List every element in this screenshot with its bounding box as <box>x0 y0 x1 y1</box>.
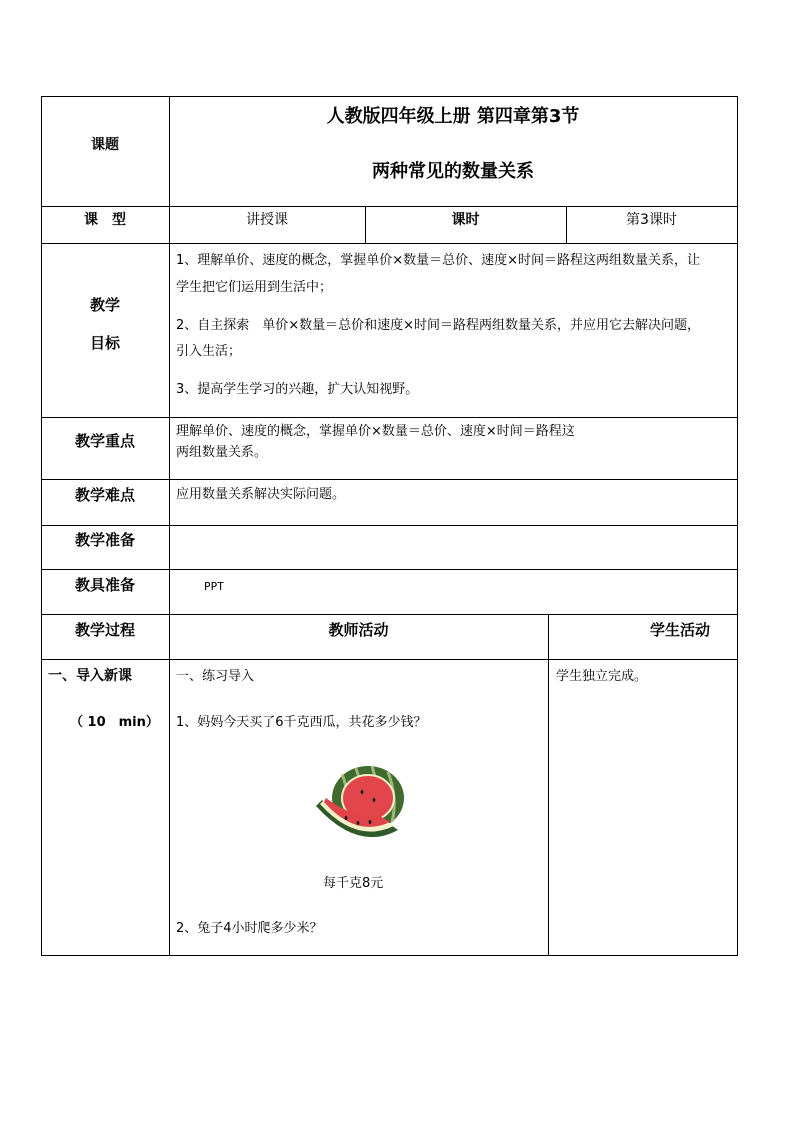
row-border <box>41 614 738 615</box>
intro-section-title: 一、练习导入 <box>176 669 255 684</box>
hours-value: 第3课时 <box>626 212 677 228</box>
row-border <box>41 525 738 526</box>
tools-text: PPT <box>204 580 224 593</box>
column-border <box>737 96 738 956</box>
lesson-subtitle: 两种常见的数量关系 <box>372 161 534 182</box>
difficulty-text: 应用数量关系解决实际问题。 <box>176 487 346 502</box>
watermelon-image <box>312 760 408 852</box>
intro-duration: （ 10 min） <box>70 715 159 730</box>
goals-label-line1: 教学 <box>89 296 120 314</box>
key-points-line2: 两组数量关系。 <box>176 445 268 460</box>
hours-label: 课时 <box>451 212 480 228</box>
price-caption: 每千克8元 <box>323 876 384 891</box>
question-1: 1、妈妈今天买了6千克西瓜，共花多少钱？ <box>176 715 427 730</box>
row-border <box>41 417 738 418</box>
student-activity-text: 学生独立完成。 <box>556 669 648 684</box>
preparation-label: 教学准备 <box>74 531 135 549</box>
lesson-title: 人教版四年级上册 第四章第3节 <box>326 106 580 127</box>
student-activity-header: 学生活动 <box>650 621 711 639</box>
row-border <box>41 243 738 244</box>
goal-item-1-cont: 学生把它们运用到生活中； <box>176 280 333 295</box>
row-border <box>41 659 738 660</box>
tools-label: 教具准备 <box>74 576 135 594</box>
goal-item-3: 3、提高学生学习的兴趣，扩大认知视野。 <box>176 382 419 397</box>
question-2: 2、兔子4小时爬多少米？ <box>176 921 323 936</box>
teacher-activity-header: 教师活动 <box>328 621 389 639</box>
row-border <box>41 206 738 207</box>
key-points-label: 教学重点 <box>74 432 135 450</box>
header-label: 课题 <box>91 137 119 153</box>
process-label: 教学过程 <box>74 621 135 639</box>
type-label: 课 型 <box>84 212 126 228</box>
intro-label: 一、导入新课 <box>48 668 132 684</box>
row-border <box>41 96 738 97</box>
goal-item-2: 2、自主探索 单价×数量＝总价和速度×时间＝路程两组数量关系，并应用它去解决问题， <box>176 318 701 333</box>
key-points-line1: 理解单价、速度的概念，掌握单价×数量＝总价、速度×时间＝路程这 <box>176 424 575 439</box>
row-border <box>41 569 738 570</box>
goals-label-line2: 目标 <box>89 334 120 352</box>
row-border <box>41 955 738 956</box>
difficulty-label: 教学难点 <box>74 486 135 504</box>
row-border <box>41 479 738 480</box>
goal-item-1: 1、理解单价、速度的概念，掌握单价×数量＝总价、速度×时间＝路程这两组数量关系，让 <box>176 253 701 268</box>
type-value: 讲授课 <box>246 212 288 228</box>
goal-item-2-cont: 引入生活； <box>176 344 242 359</box>
column-border <box>548 614 549 956</box>
